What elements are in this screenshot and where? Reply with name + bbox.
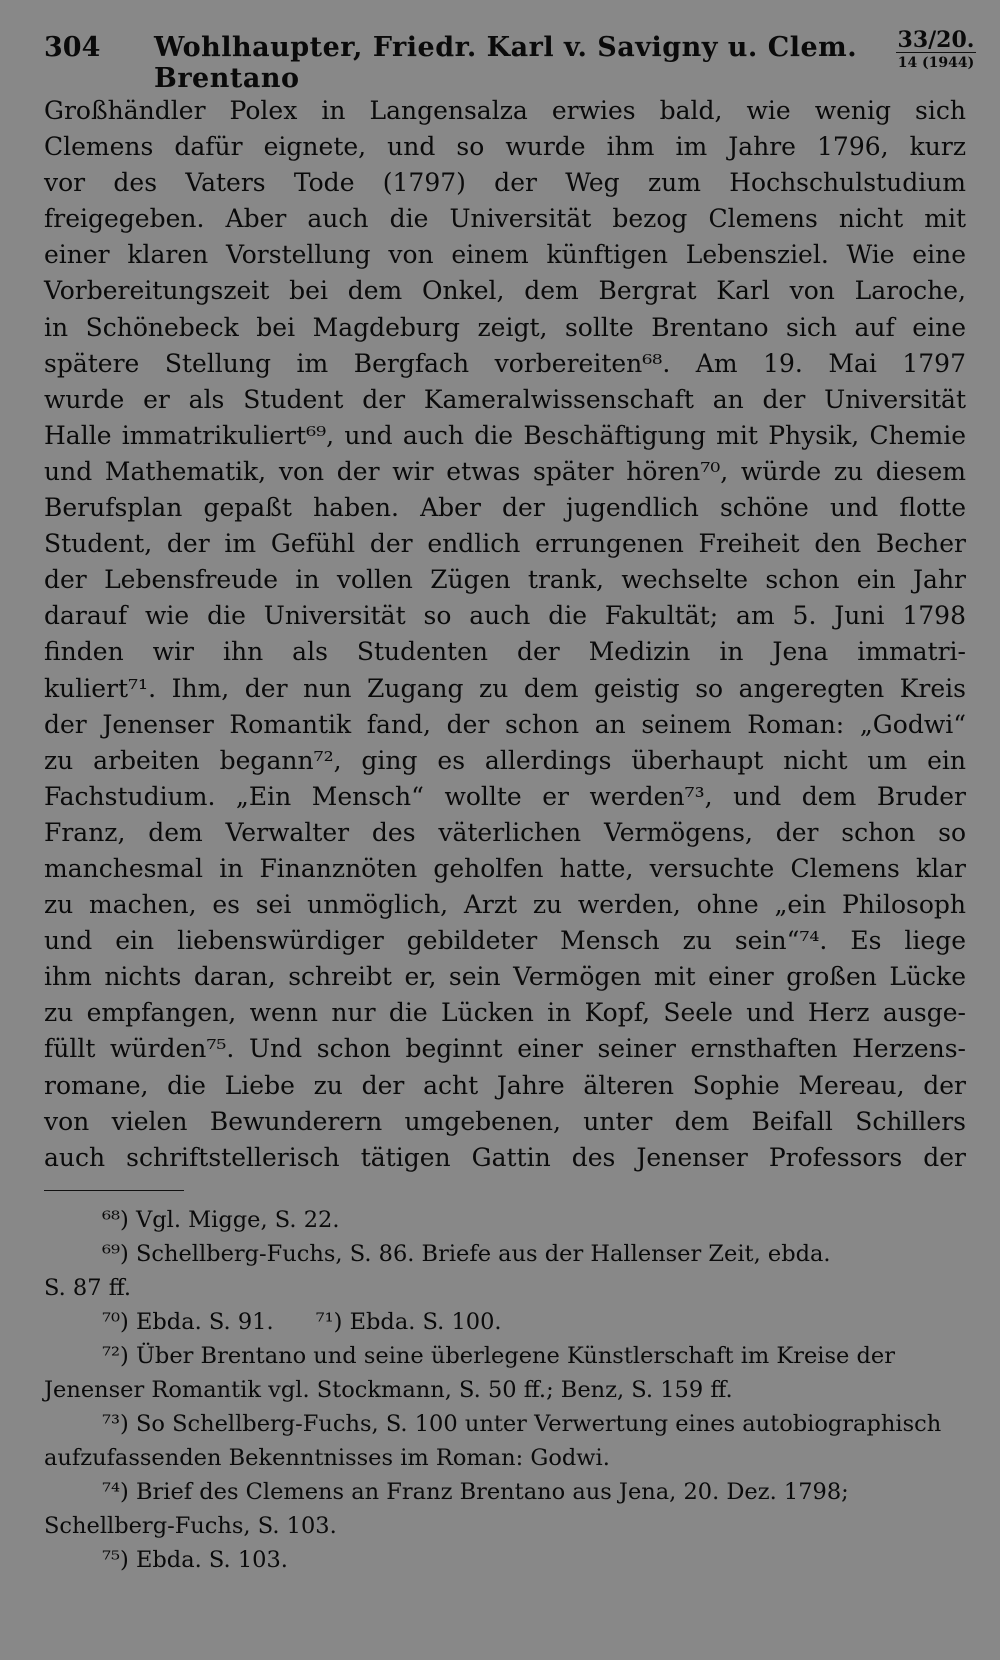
text-line: auch schriftstellerisch tätigen Gattin des Jenenser Professors der	[44, 1142, 966, 1172]
text-line: Berufsplan gepaßt haben. Aber der jugendlich schöne und flotte	[44, 493, 966, 523]
volume-number: 33/20.	[897, 27, 975, 53]
volume-year: 14 (1944)	[896, 52, 976, 73]
footnote-rule	[44, 1190, 184, 1191]
text-line: in Schönebeck bei Magdeburg zeigt, sollte Brentano sich auf eine	[44, 312, 966, 342]
footnote-72: ⁷²) Über Brentano und seine überlegene Künstlerschaft im Kreise der	[102, 1343, 895, 1369]
text-line: einer klaren Vorstellung von einem künftigen Lebensziel. Wie eine	[44, 240, 966, 270]
text-line: wurde er als Student der Kameralwissenschaft an der Universität	[44, 384, 966, 414]
footnote-72-cont: Jenenser Romantik vgl. Stockmann, S. 50 ff.; Benz, S. 159 ff.	[44, 1377, 733, 1403]
text-line: füllt würden⁷⁵. Und schon beginnt einer seiner ernsthaften Herzens-	[44, 1034, 966, 1064]
running-title: Wohlhaupter, Friedr. Karl v. Savigny u. Clem. Brentano	[154, 32, 858, 94]
text-line: romane, die Liebe zu der acht Jahre älteren Sophie Mereau, der	[44, 1070, 966, 1100]
text-line: Großhändler Polex in Langensalza erwies bald, wie wenig sich	[44, 96, 966, 125]
text-line: spätere Stellung im Bergfach vorbereiten⁶⁸. Am 19. Mai 1797	[44, 348, 966, 378]
text-line: der Jenenser Romantik fand, der schon an seinem Roman: „Godwi“	[44, 709, 966, 739]
page-number: 304	[44, 32, 101, 63]
text-line: Clemens dafür eignete, und so wurde ihm im Jahre 1796, kurz	[44, 132, 966, 162]
text-line: zu arbeiten begann⁷², ging es allerdings überhaupt nicht um ein	[44, 745, 966, 775]
footnote-68: ⁶⁸) Vgl. Migge, S. 22.	[102, 1207, 340, 1233]
text-line: der Lebensfreude in vollen Zügen trank, wechselte schon ein Jahr	[44, 565, 966, 595]
footnote-74: ⁷⁴) Brief des Clemens an Franz Brentano aus Jena, 20. Dez. 1798;	[102, 1479, 849, 1505]
footnote-73-cont: aufzufassenden Bekenntnisses im Roman: Godwi.	[44, 1445, 610, 1471]
footnote-69-cont: S. 87 ff.	[44, 1275, 132, 1301]
footnote-74-cont: Schellberg-Fuchs, S. 103.	[44, 1513, 337, 1539]
text-line: ihm nichts daran, schreibt er, sein Vermögen mit einer großen Lücke	[44, 962, 966, 992]
footnotes	[44, 1203, 966, 1577]
body-text	[44, 93, 966, 1176]
text-line: von vielen Bewunderern umgebenen, unter dem Beifall Schillers	[44, 1106, 966, 1136]
text-line: finden wir ihn als Studenten der Medizin in Jena immatri-	[44, 637, 966, 667]
text-line: zu empfangen, wenn nur die Lücken in Kopf, Seele und Herz ausge-	[44, 998, 966, 1028]
footnote-71: ⁷¹) Ebda. S. 100.	[315, 1309, 502, 1335]
text-line: vor des Vaters Tode (1797) der Weg zum Hochschulstudium	[44, 168, 966, 198]
text-line: Halle immatrikuliert⁶⁹, und auch die Beschäftigung mit Physik, Chemie	[44, 420, 966, 450]
text-line: Student, der im Gefühl der endlich errungenen Freiheit den Becher	[44, 529, 966, 559]
page-header	[44, 27, 976, 94]
text-line: manchesmal in Finanznöten geholfen hatte, versuchte Clemens klar	[44, 853, 966, 883]
footnote-73: ⁷³) So Schellberg-Fuchs, S. 100 unter Verwertung eines autobiographisch	[102, 1411, 942, 1437]
text-line: darauf wie die Universität so auch die Fakultät; am 5. Juni 1798	[44, 601, 966, 631]
footnote-70: ⁷⁰) Ebda. S. 91.	[102, 1309, 274, 1335]
volume-marker	[896, 28, 976, 73]
text-line: und ein liebenswürdiger gebildeter Mensch zu sein“⁷⁴. Es liege	[44, 926, 966, 956]
text-line: kuliert⁷¹. Ihm, der nun Zugang zu dem geistig so angeregten Kreis	[44, 673, 966, 703]
text-line: Vorbereitungszeit bei dem Onkel, dem Bergrat Karl von Laroche,	[44, 276, 966, 306]
text-line: und Mathematik, von der wir etwas später hören⁷⁰, würde zu diesem	[44, 456, 966, 486]
text-line: freigegeben. Aber auch die Universität bezog Clemens nicht mit	[44, 204, 966, 234]
footnote-69: ⁶⁹) Schellberg-Fuchs, S. 86. Briefe aus der Hallenser Zeit, ebda.	[102, 1241, 831, 1267]
text-line: Franz, dem Verwalter des väterlichen Vermögens, der schon so	[44, 817, 966, 847]
text-line: zu machen, es sei unmöglich, Arzt zu werden, ohne „ein Philosoph	[44, 890, 966, 920]
text-line: Fachstudium. „Ein Mensch“ wollte er werden⁷³, und dem Bruder	[44, 781, 966, 811]
footnote-70-71	[44, 1305, 966, 1339]
footnote-75: ⁷⁵) Ebda. S. 103.	[102, 1547, 288, 1573]
